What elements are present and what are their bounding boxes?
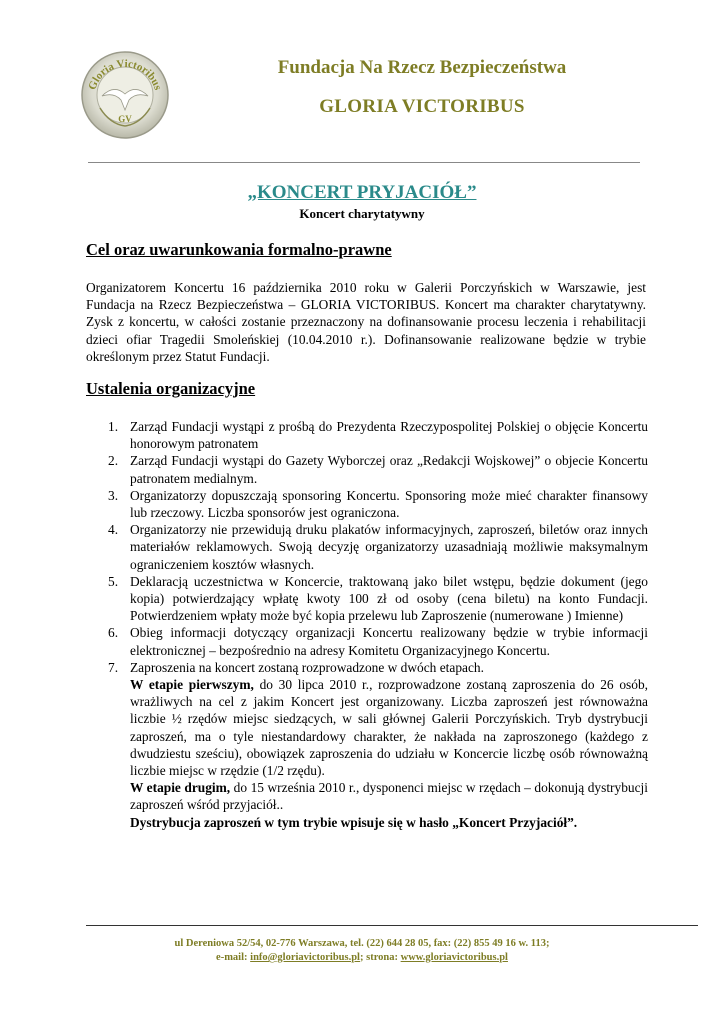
list-item: 4. Organizatorzy nie przewidują druku plakatów informacyjnych, zaproszeń, biletów oraz innych materiałów reklamowych. Swoją decyzję organizatorzy uzasadniają możliwie maksymalnym ograniczeniem kosztów własnych. xyxy=(108,522,648,572)
document-title: „KONCERT PRYJACIÓŁ” xyxy=(247,182,477,203)
logo-text: Gloria Victoribus xyxy=(86,57,164,92)
footer-divider xyxy=(86,925,698,926)
organization-list xyxy=(86,418,648,831)
org-name-line1: Fundacja Na Rzecz Bezpieczeństwa xyxy=(277,57,567,78)
footer-address: ul Dereniowa 52/54, 02-776 Warszawa, tel. (22) 644 28 05, fax: (22) 855 49 16 w. 113; xyxy=(174,938,550,949)
section-heading-goals: Cel oraz uwarunkowania formalno-prawne xyxy=(86,240,392,259)
org-name-line2: GLORIA VICTORIBUS xyxy=(319,96,525,117)
stage-two-paragraph: W etapie drugim, do 15 września 2010 r., dysponenci miejsc w rzędach – dokonują dystrybucji zaproszeń wśród przyjaciół.. xyxy=(130,780,648,813)
list-item: 5. Deklaracją uczestnictwa w Koncercie, traktowaną jako bilet wstępu, będzie dokument (jego kopia) potwierdzający wpłatę kwoty 100 zł od osoby (cena biletu) na konto Fundacji. Potwierdzeniem wpłaty może być kopia przelewu lub Zaproszenie (numerowane ) Imienne) xyxy=(108,573,648,624)
list-item: 3. Organizatorzy dopuszczają sponsoring Koncertu. Sponsoring może mieć charakter finansowy lub rzeczowy. Liczba sponsorów jest ograniczona. xyxy=(108,487,648,521)
stage-one-paragraph: W etapie pierwszym, do 30 lipca 2010 r., rozprowadzone zostaną zaproszenia do 26 osób, wrażliwych na cel z jakim Koncert jest organizowany. Liczba zaproszeń jest równoważna liczbie ½ rzędów miejsc siedzących, w sali głównej Galerii Porczyńskich. Tryb dystrybucji zaproszeń, ma o tyle niestandardowy charakter, że nakłada na zaproszonego (każdego z dwudziestu sześciu), obowiązek zaproszenia do udziału w Koncercie liczbę osób równoważną liczbie miejsc w rzędzie (1/2 rzędu). xyxy=(130,677,648,779)
list-item: 2. Zarząd Fundacji wystąpi do Gazety Wyborczej oraz „Redakcji Wojskowej” o objecie Koncertu patronatem medialnym. xyxy=(108,453,648,486)
footer-contacts: e-mail: info@gloriavictoribus.pl; strona: www.gloriavictoribus.pl xyxy=(216,952,508,963)
list-item: 1. Zarząd Fundacji wystąpi z prośbą do Prezydenta Rzeczypospolitej Polskiej o objęcie Koncertu honorowym patronatem xyxy=(108,419,648,452)
list-item: 6. Obieg informacji dotyczący organizacji Koncertu realizowany będzie w trybie informacji elektronicznej – bezpośrednio na adresy Komitetu Organizacyjnego Koncertu. xyxy=(108,625,648,658)
goals-paragraph: Organizatorem Koncertu 16 października 2010 roku w Galerii Porczyńskich w Warszawie, jest Fundacja na Rzecz Bezpieczeństwa – GLORIA VICTORIBUS. Koncert ma charakter charytatywny. Zysk z koncertu, w całości zostanie przeznaczony na dofinansowanie procesu leczenia i rehabilitacji dzieci ofiar Tragedii Smoleńskiej (10.04.2010 r.). Dofinansowanie realizowane będzie w trybie określonym przez Statut Fundacji. xyxy=(86,280,646,364)
document-subtitle: Koncert charytatywny xyxy=(299,206,425,221)
email-link[interactable]: info@gloriavictoribus.pl xyxy=(250,952,360,963)
header-divider xyxy=(88,162,640,163)
list-item: 7. Zaproszenia na koncert zostaną rozprowadzone w dwóch etapach. W etapie pierwszym, do 30 lipca 2010 r., rozprowadzone zostaną zaproszenia do 26 osób, wrażliwych na cel z jakim Koncert jest organizowany. Liczba zaproszeń jest równoważna liczbie ½ rzędów miejsc siedzących, w sali głównej Galerii Porczyńskich. Tryb dystrybucji zaproszeń, ma o tyle niestandardowy charakter, że nakłada na zaproszonego (każdego z dwudziestu sześciu), obowiązek zaproszenia do udziału w Koncercie liczbę osób równoważną liczbie miejsc w rzędzie (1/2 rzędu). W etapie drugim, do 15 września 2010 r., dysponenci miejsc w rzędach – dokonują dystrybucji zaproszeń wśród przyjaciół.. Dystrybucja zaproszeń w tym trybie wpisuje się w hasło „Koncert Przyjaciół”. xyxy=(108,659,648,830)
logo-monogram: GV xyxy=(118,114,132,124)
website-link[interactable]: www.gloriavictoribus.pl xyxy=(400,952,508,963)
section-heading-organization: Ustalenia organizacyjne xyxy=(86,379,256,398)
closing-statement: Dystrybucja zaproszeń w tym trybie wpisuje się w hasło „Koncert Przyjaciół”. xyxy=(130,814,578,830)
